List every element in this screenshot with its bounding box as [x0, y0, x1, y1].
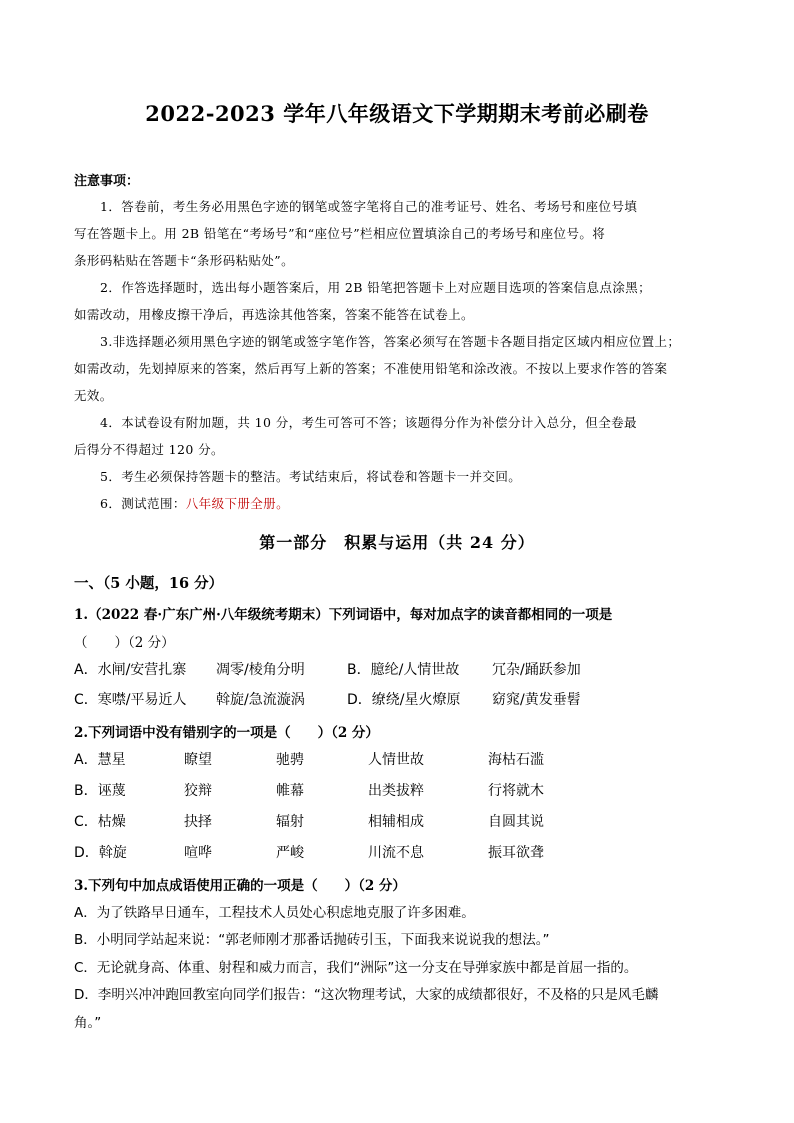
page-title: 2022-2023 学年八年级语文下学期期末考前必刷卷: [145, 101, 649, 126]
option-text: 严峻: [276, 845, 304, 861]
question-2-options-row: [74, 780, 694, 806]
scope-value: 八年级下册全册。: [185, 496, 289, 511]
option-line: A．为了铁路早日通车，工程技术人员处心积虑地克服了许多困难。: [74, 905, 475, 921]
question-1-paren: [74, 631, 694, 651]
note-line: 4．本试卷设有附加题，共 10 分，考生可答可不答；该题得分作为补偿分计入总分，但全卷最: [100, 415, 637, 430]
question-2-stem: 2.下列词语中没有错别字的一项是（ ）（2 分）: [74, 725, 379, 741]
option-text: 狡辩: [184, 783, 212, 799]
question-2-options-row: [74, 842, 694, 868]
option-text: 喧哗: [184, 845, 212, 861]
note-6: [74, 490, 682, 517]
note-line: 无效。: [74, 388, 113, 403]
notes-heading: 注意事项：: [74, 174, 140, 189]
note-line: 如需改动，用橡皮擦干净后，再选涂其他答案，答案不能答在试卷上。: [74, 307, 474, 322]
note-1: [74, 193, 682, 274]
note-line: 后得分不得超过 120 分。: [74, 442, 224, 457]
note-line: 5．考生必须保持答题卡的整洁。考试结束后，将试卷和答题卡一并交回。: [100, 469, 522, 484]
option-text: B．臆纶/人情世故: [347, 662, 460, 678]
note-line: 写在答题卡上。用 2B 铅笔在“考场号”和“座位号”栏相应位置填涂自己的考场号和座位号。将: [74, 226, 606, 241]
note-line: 条形码粘贴在答题卡“条形码粘贴处”。: [74, 253, 294, 268]
question-1-options-row: [74, 659, 694, 685]
question-2-options-row: [74, 749, 694, 775]
option-line: C．无论就身高、体重、射程和威力而言，我们“洲际”这一分支在导弹家族中都是首屈一指的。: [74, 960, 638, 976]
question-1-stem: 1.（2022 春·广东广州·八年级统考期末）下列词语中，每对加点字的读音都相同的一项是: [74, 607, 613, 623]
option-text: A．水闸/安营扎寨: [74, 662, 187, 678]
option-text: 人情世故: [368, 752, 424, 768]
question-2-options-row: [74, 811, 694, 837]
question-3-stem: 3.下列句中加点成语使用正确的一项是（ ）（2 分）: [74, 878, 406, 894]
option-text: 振耳欲聋: [488, 845, 544, 861]
answer-blank: （ ）（2 分）: [74, 635, 175, 651]
part-title: 第一部分 积累与运用（共 24 分）: [259, 533, 535, 552]
option-text: 行将就木: [488, 783, 544, 799]
option-text: B．诬蔑: [74, 783, 126, 799]
note-line: 1．答卷前，考生务必用黑色字迹的钢笔或签字笔将自己的准考证号、姓名、考场号和座位号填: [100, 199, 638, 214]
note-5: [74, 463, 682, 490]
option-text: A．慧星: [74, 752, 126, 768]
note-4: [74, 409, 682, 463]
note-line: 如需改动，先划掉原来的答案，然后再写上新的答案；不准使用铅笔和涂改液。不按以上要求作答的答案: [74, 361, 668, 376]
option-text: 冗杂/踊跃参加: [492, 662, 581, 678]
option-text: C．枯燥: [74, 814, 126, 830]
option-text: 自圆其说: [488, 814, 544, 830]
option-text: D．斡旋: [74, 845, 127, 861]
note-2: [74, 274, 682, 328]
scope-label: 6．测试范围：: [100, 496, 186, 511]
option-line: 角。”: [74, 1015, 102, 1031]
note-line: 2．作答选择题时，选出每小题答案后，用 2B 铅笔把答题卡上对应题目选项的答案信息点涂黑；: [100, 280, 652, 295]
option-text: 出类拔粹: [368, 783, 424, 799]
section-heading: 一、（5 小题，16 分）: [74, 575, 224, 592]
option-text: D．缭绕/星火燎原: [347, 692, 461, 708]
option-text: C．寒噤/平易近人: [74, 692, 187, 708]
option-text: 川流不息: [368, 845, 424, 861]
option-line: B．小明同学站起来说：“郭老师刚才那番话抛砖引玉，下面我来说说我的想法。”: [74, 932, 550, 948]
note-3: [74, 328, 682, 409]
option-text: 凋零/棱角分明: [216, 662, 305, 678]
question-1-options-row: [74, 689, 694, 715]
option-text: 相辅相成: [368, 814, 424, 830]
option-text: 辐射: [276, 814, 304, 830]
option-line: D．李明兴冲冲跑回教室向同学们报告：“这次物理考试，大家的成绩都很好，不及格的只是风毛麟: [74, 987, 659, 1003]
option-text: 窈窕/黄发垂髫: [492, 692, 581, 708]
option-text: 瞭望: [184, 752, 212, 768]
option-text: 抉择: [184, 814, 212, 830]
note-line: 3.非选择题必须用黑色字迹的钢笔或签字笔作答，答案必须写在答题卡各题目指定区域内相应位置上；: [100, 334, 681, 349]
option-text: 驰骋: [276, 752, 304, 768]
option-text: 帷幕: [276, 783, 304, 799]
option-text: 海枯石滥: [488, 752, 544, 768]
option-text: 斡旋/急流漩涡: [216, 692, 305, 708]
